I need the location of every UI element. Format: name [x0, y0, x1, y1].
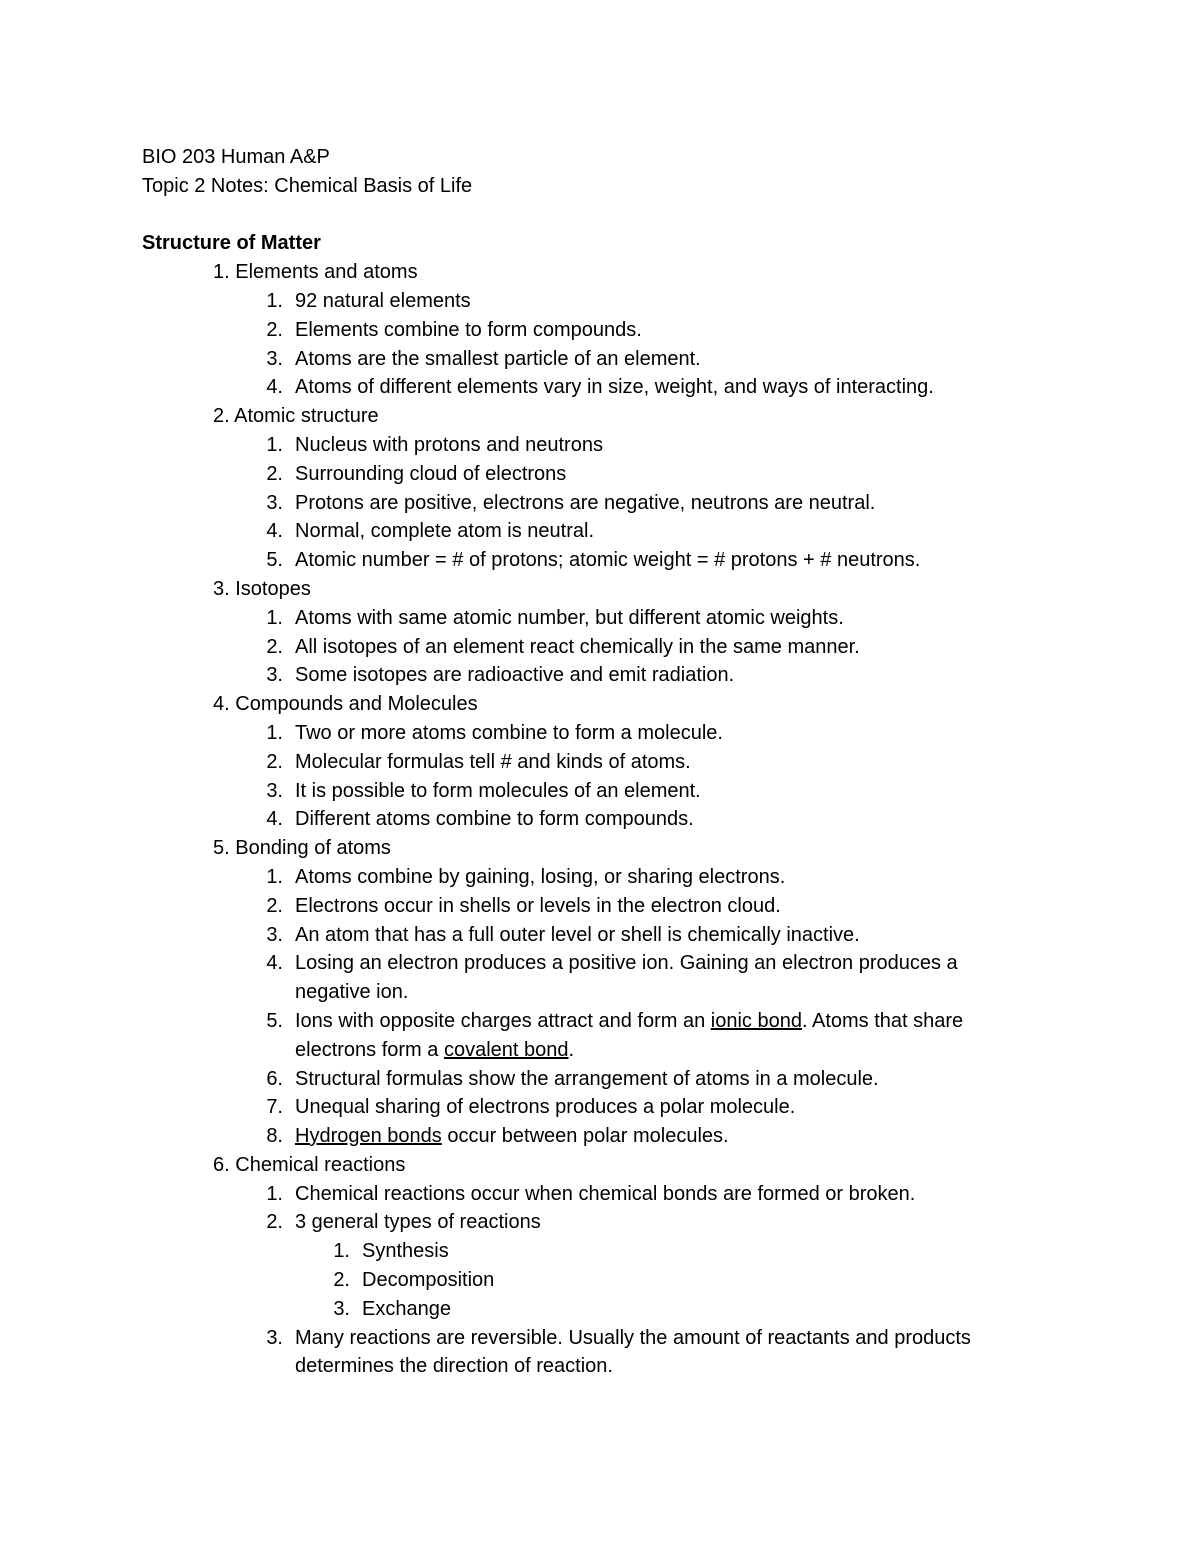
- topic-number: 4.: [213, 693, 230, 716]
- item-text: Synthesis: [362, 1240, 449, 1263]
- list-item: [142, 604, 1042, 633]
- outline: [142, 258, 1042, 1381]
- list-item: [142, 517, 1042, 546]
- list-item: [142, 546, 1042, 575]
- topic-heading: [142, 258, 1042, 287]
- item-number: 3.: [266, 347, 283, 370]
- list-item: [142, 748, 1042, 777]
- item-text: Many reactions are reversible. Usually the amount of reactants and products determines the direction of reaction.: [295, 1326, 971, 1378]
- item-text: Atomic number = # of protons; atomic weight = # protons + # neutrons.: [295, 549, 921, 572]
- topic-heading: [142, 690, 1042, 719]
- item-text: Chemical reactions occur when chemical bonds are formed or broken.: [295, 1182, 916, 1205]
- item-text: Atoms with same atomic number, but different atomic weights.: [295, 606, 844, 629]
- text-fragment: Ions with opposite charges attract and form an: [295, 1009, 711, 1032]
- list-item: [142, 345, 1042, 374]
- list-item: [142, 1093, 1042, 1122]
- item-text: Elements combine to form compounds.: [295, 318, 642, 341]
- item-number: 4.: [266, 520, 283, 543]
- item-text: Nucleus with protons and neutrons: [295, 433, 603, 456]
- item-text: Exchange: [362, 1297, 451, 1320]
- topic-title: Atomic structure: [234, 405, 379, 428]
- item-number: 3.: [266, 664, 283, 687]
- item-text: 3 general types of reactions: [295, 1211, 541, 1234]
- topic-title: Isotopes: [235, 577, 311, 600]
- item-number: 4.: [266, 952, 283, 975]
- item-number: 2.: [266, 635, 283, 658]
- item-text: Normal, complete atom is neutral.: [295, 520, 595, 543]
- list-item: [142, 1324, 1042, 1382]
- list-item: [142, 489, 1042, 518]
- topic-title: Bonding of atoms: [235, 837, 391, 860]
- item-number: 7.: [266, 1096, 283, 1119]
- item-number: 3.: [266, 491, 283, 514]
- topic-number: 1.: [213, 261, 230, 284]
- list-item: [142, 460, 1042, 489]
- list-item: [142, 949, 1042, 1007]
- item-text: [295, 1007, 1035, 1065]
- item-text: [295, 1122, 1035, 1151]
- item-number: 2.: [266, 750, 283, 773]
- item-number: 1.: [266, 606, 283, 629]
- list-item: [142, 431, 1042, 460]
- list-item: [142, 1295, 1042, 1324]
- text-fragment: .: [568, 1038, 575, 1061]
- item-number: 3.: [266, 779, 283, 802]
- topic-number: 5.: [213, 837, 230, 860]
- underlined-term: Hydrogen bonds: [295, 1125, 442, 1148]
- list-item: [142, 1237, 1042, 1266]
- list-item: [142, 777, 1042, 806]
- item-number: 4.: [266, 376, 283, 399]
- item-text: Atoms of different elements vary in size, weight, and ways of interacting.: [295, 376, 934, 399]
- list-item: [142, 1180, 1042, 1209]
- item-number: 2.: [266, 318, 283, 341]
- item-text: Molecular formulas tell # and kinds of atoms.: [295, 750, 691, 773]
- list-item: [142, 1266, 1042, 1295]
- blank-line: [142, 201, 1042, 230]
- item-number: 3.: [266, 923, 283, 946]
- item-text: Two or more atoms combine to form a molecule.: [295, 721, 723, 744]
- item-text: It is possible to form molecules of an element.: [295, 779, 701, 802]
- item-number: 8.: [266, 1125, 283, 1148]
- item-text: Atoms combine by gaining, losing, or sharing electrons.: [295, 865, 786, 888]
- item-number: 1.: [266, 1182, 283, 1205]
- topic-number: 2.: [213, 405, 230, 428]
- topic-title: Compounds and Molecules: [235, 693, 478, 716]
- topic-number: 6.: [213, 1153, 230, 1176]
- item-number: 1.: [333, 1240, 350, 1263]
- list-item: [142, 1208, 1042, 1237]
- list-item: [142, 373, 1042, 402]
- list-item: [142, 921, 1042, 950]
- list-item: [142, 1065, 1042, 1094]
- item-number: 1.: [266, 865, 283, 888]
- list-item: [142, 719, 1042, 748]
- list-item: [142, 661, 1042, 690]
- item-text: Protons are positive, electrons are negative, neutrons are neutral.: [295, 491, 876, 514]
- item-number: 2.: [333, 1269, 350, 1292]
- list-item: [142, 316, 1042, 345]
- item-text: An atom that has a full outer level or shell is chemically inactive.: [295, 923, 860, 946]
- list-item: [142, 287, 1042, 316]
- list-item: [142, 1122, 1042, 1151]
- item-text: Unequal sharing of electrons produces a polar molecule.: [295, 1096, 796, 1119]
- item-number: 2.: [266, 894, 283, 917]
- item-text: Losing an electron produces a positive ion. Gaining an electron produces a negative ion.: [295, 952, 958, 1004]
- item-text: Atoms are the smallest particle of an element.: [295, 347, 701, 370]
- topic-title: Chemical reactions: [235, 1153, 406, 1176]
- list-item: [142, 805, 1042, 834]
- item-number: 1.: [266, 433, 283, 456]
- list-item: [142, 633, 1042, 662]
- item-number: 2.: [266, 462, 283, 485]
- list-item: [142, 892, 1042, 921]
- item-text: Some isotopes are radioactive and emit radiation.: [295, 664, 735, 687]
- item-text: Surrounding cloud of electrons: [295, 462, 567, 485]
- underlined-term: covalent bond: [443, 1038, 569, 1061]
- section-heading: Structure of Matter: [142, 232, 321, 255]
- item-number: 2.: [266, 1211, 283, 1234]
- item-text: Structural formulas show the arrangement of atoms in a molecule.: [295, 1067, 879, 1090]
- list-item: [142, 1007, 1042, 1065]
- topic-heading: [142, 575, 1042, 604]
- item-text: 92 natural elements: [295, 289, 471, 312]
- course-title: BIO 203 Human A&P: [142, 146, 330, 168]
- topic-heading: [142, 834, 1042, 863]
- underlined-term: ionic bond: [710, 1009, 802, 1032]
- item-number: 4.: [266, 808, 283, 831]
- item-number: 3.: [333, 1297, 350, 1320]
- list-item: [142, 863, 1042, 892]
- item-number: 6.: [266, 1067, 283, 1090]
- item-text: Electrons occur in shells or levels in the electron cloud.: [295, 894, 781, 917]
- item-text: Decomposition: [362, 1269, 495, 1292]
- topic-heading: [142, 1151, 1042, 1180]
- item-text: Different atoms combine to form compounds.: [295, 808, 694, 831]
- item-number: 1.: [266, 289, 283, 312]
- topic-title: Elements and atoms: [235, 261, 418, 284]
- topic-heading: [142, 402, 1042, 431]
- topic-title: Topic 2 Notes: Chemical Basis of Life: [142, 174, 473, 197]
- topic-number: 3.: [213, 577, 230, 600]
- text-fragment: . Atoms that share electrons form a: [295, 1009, 964, 1061]
- item-number: 5.: [266, 549, 283, 572]
- item-number: 5.: [266, 1009, 283, 1032]
- item-number: 1.: [266, 721, 283, 744]
- text-fragment: occur between polar molecules.: [441, 1125, 729, 1148]
- item-number: 3.: [266, 1326, 283, 1349]
- item-text: All isotopes of an element react chemically in the same manner.: [295, 635, 860, 658]
- document-page: [142, 143, 1042, 1381]
